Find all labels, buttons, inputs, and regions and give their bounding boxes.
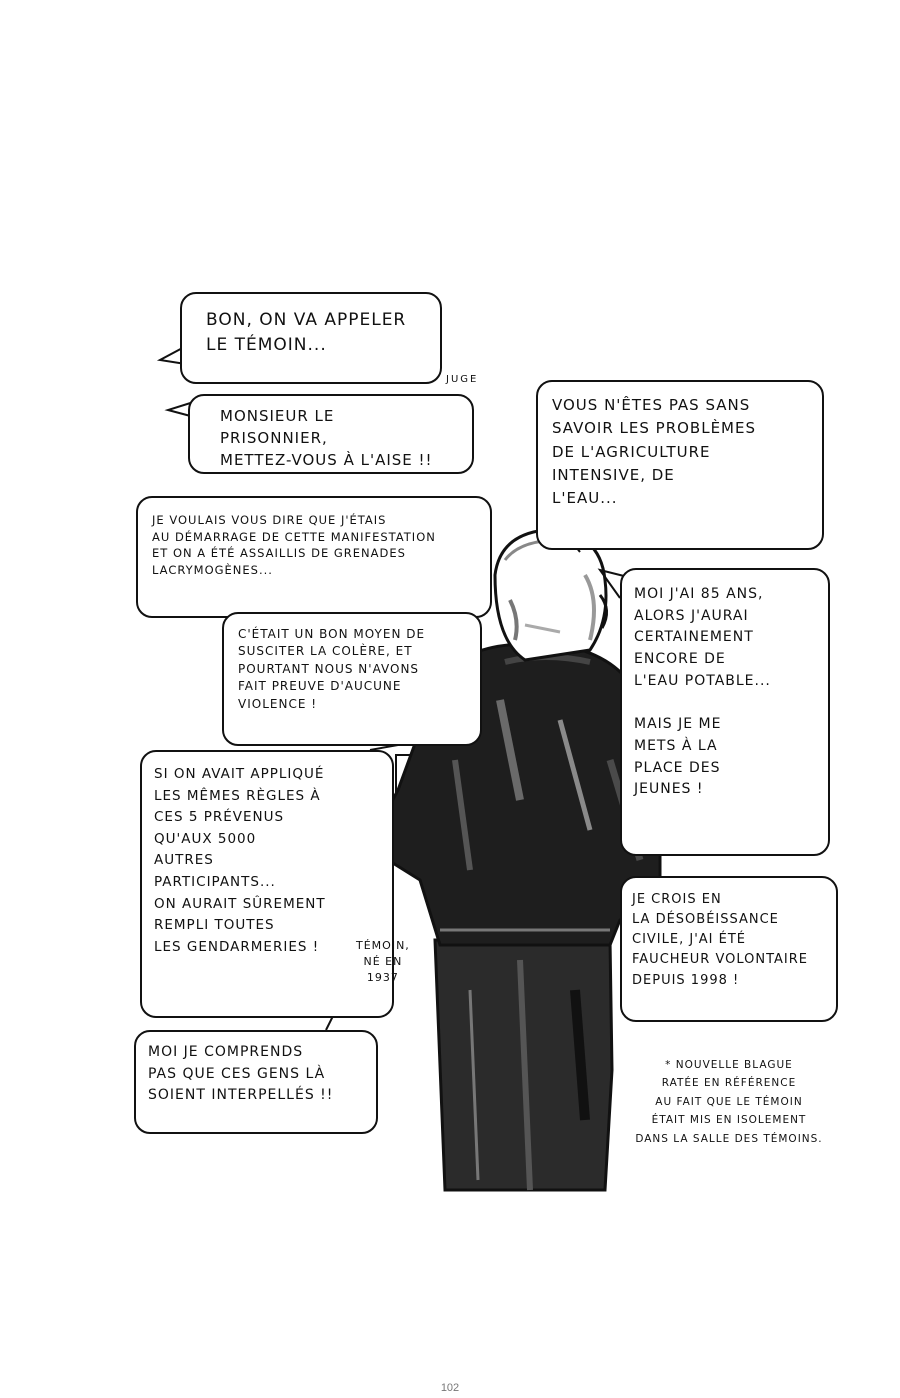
witness-label: TÉMOIN, NÉ EN 1937 — [356, 939, 410, 984]
speech-bubble-same-rules: SI ON AVAIT APPLIQUÉ LES MÊMES RÈGLES À CES 5 PRÉVENUS QU'AUX 5000 AUTRES PARTICIPANTS... ON AURAIT SÛREMENT REMPLI TOUTES LES GENDARMERIES ! — [140, 750, 394, 1018]
speech-bubble-disobedience: JE CROIS EN LA DÉSOBÉISSANCE CIVILE, J'AI ÉTÉ FAUCHEUR VOLONTAIRE DEPUIS 1998 ! — [620, 876, 838, 1022]
speech-bubble-not-understand: MOI JE COMPRENDS PAS QUE CES GENS LÀ SOIENT INTERPELLÉS !! — [134, 1030, 378, 1134]
judge-label: JUGE — [446, 374, 479, 385]
speech-bubble-anger: C'ÉTAIT UN BON MOYEN DE SUSCITER LA COLÈRE, ET POURTANT NOUS N'AVONS FAIT PREUVE D'AUCUNE VIOLENCE ! — [222, 612, 482, 746]
speech-bubble-agriculture: VOUS N'ÊTES PAS SANS SAVOIR LES PROBLÈMES DE L'AGRICULTURE INTENSIVE, DE L'EAU... — [536, 380, 824, 550]
speech-bubble-judge-call: BON, ON VA APPELER LE TÉMOIN... — [180, 292, 442, 384]
speech-bubble-judge-welcome: MONSIEUR LE PRISONNIER, METTEZ-VOUS À L'AISE !! — [188, 394, 474, 474]
speech-bubble-age: MOI J'AI 85 ANS, ALORS J'AURAI CERTAINEMENT ENCORE DE L'EAU POTABLE... MAIS JE ME METS À LA PLACE DES JEUNES ! — [620, 568, 830, 856]
footnote: * NOUVELLE BLAGUE RATÉE EN RÉFÉRENCE AU FAIT QUE LE TÉMOIN ÉTAIT MIS EN ISOLEMENT DANS LA SALLE DES TÉMOINS. — [635, 1059, 823, 1145]
speech-bubble-demo-start: JE VOULAIS VOUS DIRE QUE J'ÉTAIS AU DÉMARRAGE DE CETTE MANIFESTATION ET ON A ÉTÉ ASSAILLIS DE GRENADES LACRYMOGÈNES... — [136, 496, 492, 618]
page-number: 102 — [440, 1382, 460, 1394]
witness-legs — [435, 940, 612, 1190]
